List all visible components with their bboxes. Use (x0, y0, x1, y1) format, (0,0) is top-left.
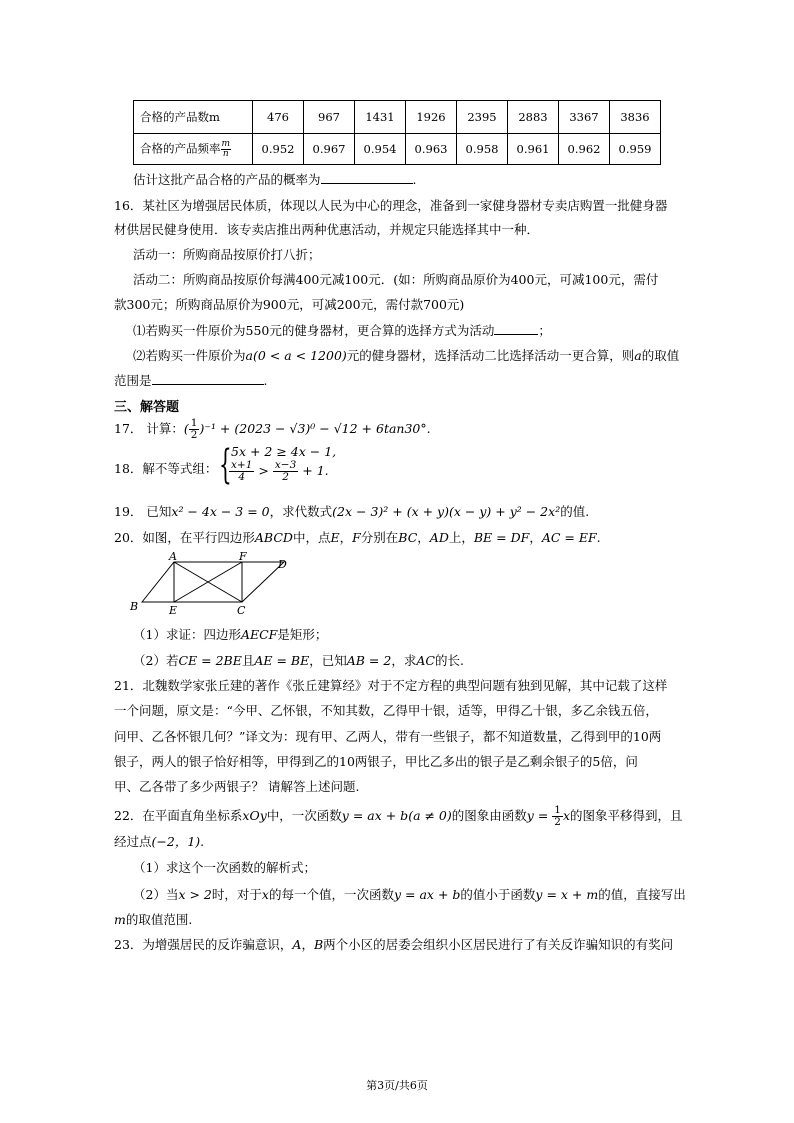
table-cell: 476 (253, 101, 304, 134)
answer-blank (494, 322, 538, 335)
text: . (596, 530, 601, 545)
math-expression: E (330, 530, 340, 545)
q16-part2 (133, 346, 679, 364)
answer-blank (152, 372, 264, 385)
text: 的取值范围. (125, 912, 193, 927)
q17-label: 17． 计算： (114, 421, 184, 436)
fraction-denominator: 2 (190, 429, 198, 441)
table-cell: 0.962 (559, 134, 610, 165)
q17 (114, 418, 431, 441)
q16-part2-text2: 元的健身器材，选择活动二比选择活动一更合算，则 (346, 348, 635, 363)
frequency-table (133, 100, 661, 165)
fraction (221, 140, 232, 159)
math-expression: x > 2 (178, 887, 212, 902)
math-expression: ABCD (254, 530, 293, 545)
table-cell: 0.952 (253, 134, 304, 165)
text: . (200, 834, 205, 849)
fraction-denominator: n (222, 148, 229, 159)
math-expression: AC = EF (541, 530, 597, 545)
table-cell: 0.967 (304, 134, 355, 165)
text: 是矩形； (277, 627, 328, 642)
math-variable: a (634, 348, 642, 363)
text: 19． 已知 (114, 504, 172, 519)
math-expression: F (352, 530, 361, 545)
math-variable: A (292, 937, 302, 952)
text: 的每一个值，一次函数 (268, 887, 394, 902)
text: 时，对于 (211, 887, 262, 902)
q22-line1 (114, 805, 683, 828)
math-expression: xOy (242, 808, 267, 823)
vertex-label-f: F (239, 552, 247, 563)
fraction-numerator: 1 (554, 804, 561, 816)
q20-part2 (133, 651, 464, 669)
fraction (273, 460, 298, 483)
math-expression: BC (398, 530, 418, 545)
table-row (134, 101, 661, 134)
brace-icon: { (219, 442, 232, 488)
fraction-numerator: x−3 (274, 459, 297, 471)
q22-part2 (133, 885, 686, 903)
q23-line1 (114, 935, 673, 953)
table-cell: 0.959 (610, 134, 661, 165)
table-cell: 967 (304, 101, 355, 134)
math-tail: + 1. (302, 463, 329, 478)
section-heading: 三、解答题 (114, 400, 180, 415)
q21-line3: 问甲、乙各怀银几何？”译文为：现有甲、乙两人，带有一些银子，都不知道数量，乙得到甲的10两 (114, 729, 662, 744)
fraction (552, 805, 563, 828)
text: ，求 (391, 653, 417, 668)
q16-part2-end: . (263, 373, 268, 388)
table-cell: 0.961 (508, 134, 559, 165)
row-header-count: 合格的产品数m (134, 101, 253, 134)
inequality-system (219, 442, 337, 492)
text: 两个小区的居委会组织小区居民进行了有关反诈骗知识的有奖问 (323, 937, 674, 952)
fraction-denominator: 2 (282, 471, 289, 483)
table-cell: 2883 (508, 101, 559, 134)
math-expression: AECF (240, 627, 278, 642)
q18-label: 18．解不等式组： (114, 461, 218, 476)
vertex-label-d: D (278, 558, 287, 571)
math-expression: BE = DF (473, 530, 530, 545)
table-cell: 0.958 (457, 134, 508, 165)
text: 的图象平移得到，且 (570, 808, 683, 823)
q22-line2 (114, 832, 204, 850)
math-expression: y = ax + b (393, 887, 461, 902)
fraction (189, 418, 200, 441)
fraction-numerator: x+1 (231, 459, 253, 471)
text: 20．如图，在平行四边形 (114, 530, 255, 545)
table-cell: 2395 (457, 101, 508, 134)
fraction-denominator: 4 (238, 471, 246, 483)
text: 的值. (560, 504, 590, 519)
text: ， (339, 530, 353, 545)
vertex-label-e: E (169, 604, 178, 616)
math-expression: x (261, 887, 269, 902)
math-expression: AC (416, 653, 435, 668)
table-cell: 3367 (559, 101, 610, 134)
parallelogram-abcd (142, 562, 284, 602)
q19 (114, 502, 589, 520)
text: ， (301, 937, 314, 952)
math-expression: )⁻¹ + (2023 − √3)⁰ − √12 + 6tan30°. (199, 421, 431, 436)
row-header-frequency (134, 134, 253, 165)
text: 的值，直接写出 (598, 887, 686, 902)
text: 中，一次函数 (266, 808, 342, 823)
math-variable: m (114, 912, 126, 927)
text: 的长. (434, 653, 464, 668)
fraction-numerator: 1 (190, 417, 198, 429)
q21-line5: 甲、乙各带了多少两银子？ 请解答上述问题. (114, 779, 360, 794)
q16-activity2-line1: 活动二：所购商品按原价每满400元减100元．(如：所购商品原价为400元，可减100元，需付 (133, 272, 659, 287)
text: （2）当 (133, 887, 179, 902)
vertex-label-b: B (130, 600, 139, 613)
q16-part2-line2 (114, 371, 268, 389)
text: 上， (448, 530, 474, 545)
text: 22．在平面直角坐标系 (114, 808, 243, 823)
q21-line2: 一个问题，原文是：“今甲、乙怀银，不知其数，乙得甲十银，适等，甲得乙十银，多乙余钱五倍， (114, 703, 658, 718)
parallelogram-figure (124, 552, 304, 616)
q16-part2-text: ⑵若购买一件原价为 (133, 348, 246, 363)
q22-part2-line2 (114, 910, 192, 928)
row-header-label: 合格的产品频率 (140, 141, 221, 155)
text: 且 (241, 653, 255, 668)
text: 的值小于函数 (460, 887, 536, 902)
fraction-denominator: 2 (554, 816, 561, 828)
math-expression: AD (429, 530, 449, 545)
text: 分别在 (360, 530, 399, 545)
math-expression: a(0 < a < 1200) (245, 348, 347, 363)
table-cell: 1926 (406, 101, 457, 134)
q22-part1: （1）求这个一次函数的解析式； (133, 860, 316, 875)
q16-line1: 16．某社区为增强居民体质，体现以人民为中心的理念，准备到一家健身器材专卖店购置一批健身器 (114, 198, 668, 213)
table-row (134, 134, 661, 165)
q15-answer-line (133, 170, 417, 188)
inequality-2 (229, 460, 329, 483)
inequality-1: 5x + 2 ≥ 4x − 1, (231, 444, 337, 459)
math-expression: x (562, 808, 571, 823)
q15-text: 估计这批产品合格的产品的概率为 (133, 172, 321, 187)
text: ， (529, 530, 542, 545)
q16-part2-text4: 范围是 (114, 373, 152, 388)
table-cell: 3836 (610, 101, 661, 134)
text: ，已知 (309, 653, 347, 668)
q21-line1: 21．北魏数学家张丘建的著作《张丘建算经》对于不定方程的典型问题有独到见解，其中记载了这样 (114, 678, 668, 693)
text: （1）求证：四边形 (133, 627, 241, 642)
q21-line4: 银子，两人的银子恰好相等，甲得到乙的10两银子，甲比乙多出的银子是乙剩余银子的5倍，问 (114, 754, 638, 769)
paren-open: ( (183, 421, 189, 436)
math-variable: B (313, 937, 324, 952)
math-expression: x² − 4x − 3 = 0 (171, 504, 270, 519)
fraction (229, 460, 254, 483)
page-footer: 第3页/共6页 (366, 1079, 428, 1092)
q16-line2: 材供居民健身使用．该专卖店推出两种优惠活动，并规定只能选择其中一种． (114, 222, 540, 237)
text: ，求代数式 (269, 504, 333, 519)
text: 中，点 (292, 530, 331, 545)
q16-part1-end: ； (538, 323, 551, 338)
math-expression: (2x − 3)² + (x + y)(x − y) + y² − 2x² (332, 504, 561, 519)
table-cell: 0.954 (355, 134, 406, 165)
math-expression: AB = 2 (346, 653, 392, 668)
text: 的图象由函数 (451, 808, 527, 823)
text: （2）若 (133, 653, 179, 668)
table-cell: 1431 (355, 101, 406, 134)
math-expression: AE = BE (254, 653, 310, 668)
q16-activity1: 活动一：所购商品按原价打八折； (133, 247, 321, 262)
math-expression: y = x + m (535, 887, 599, 902)
q20 (114, 528, 601, 546)
fraction-numerator: m (221, 138, 231, 149)
text: 经过点 (114, 834, 152, 849)
answer-blank (321, 171, 413, 184)
text: 23．为增强居民的反诈骗意识， (114, 937, 293, 952)
vertex-label-c: C (237, 604, 246, 616)
q16-part1-text: ⑴若购买一件原价为550元的健身器材，更合算的选择方式为活动 (133, 323, 495, 338)
q16-part2-text3: 的取值 (641, 348, 680, 363)
q15-end: . (412, 172, 417, 187)
math-expression: CE = 2BE (178, 653, 242, 668)
table-cell: 0.963 (406, 134, 457, 165)
vertex-label-a: A (169, 552, 177, 563)
q16-activity2-line2: 款300元；所购商品原价为900元，可减200元，需付款700元) (114, 297, 465, 312)
math-expression: y = (526, 808, 553, 823)
q20-part1 (133, 625, 327, 643)
math-expression: y = ax + b(a ≠ 0) (341, 808, 452, 823)
q16-part1 (133, 321, 551, 339)
operator: > (258, 463, 269, 478)
math-expression: (−2，1) (151, 834, 201, 849)
text: ， (417, 530, 430, 545)
